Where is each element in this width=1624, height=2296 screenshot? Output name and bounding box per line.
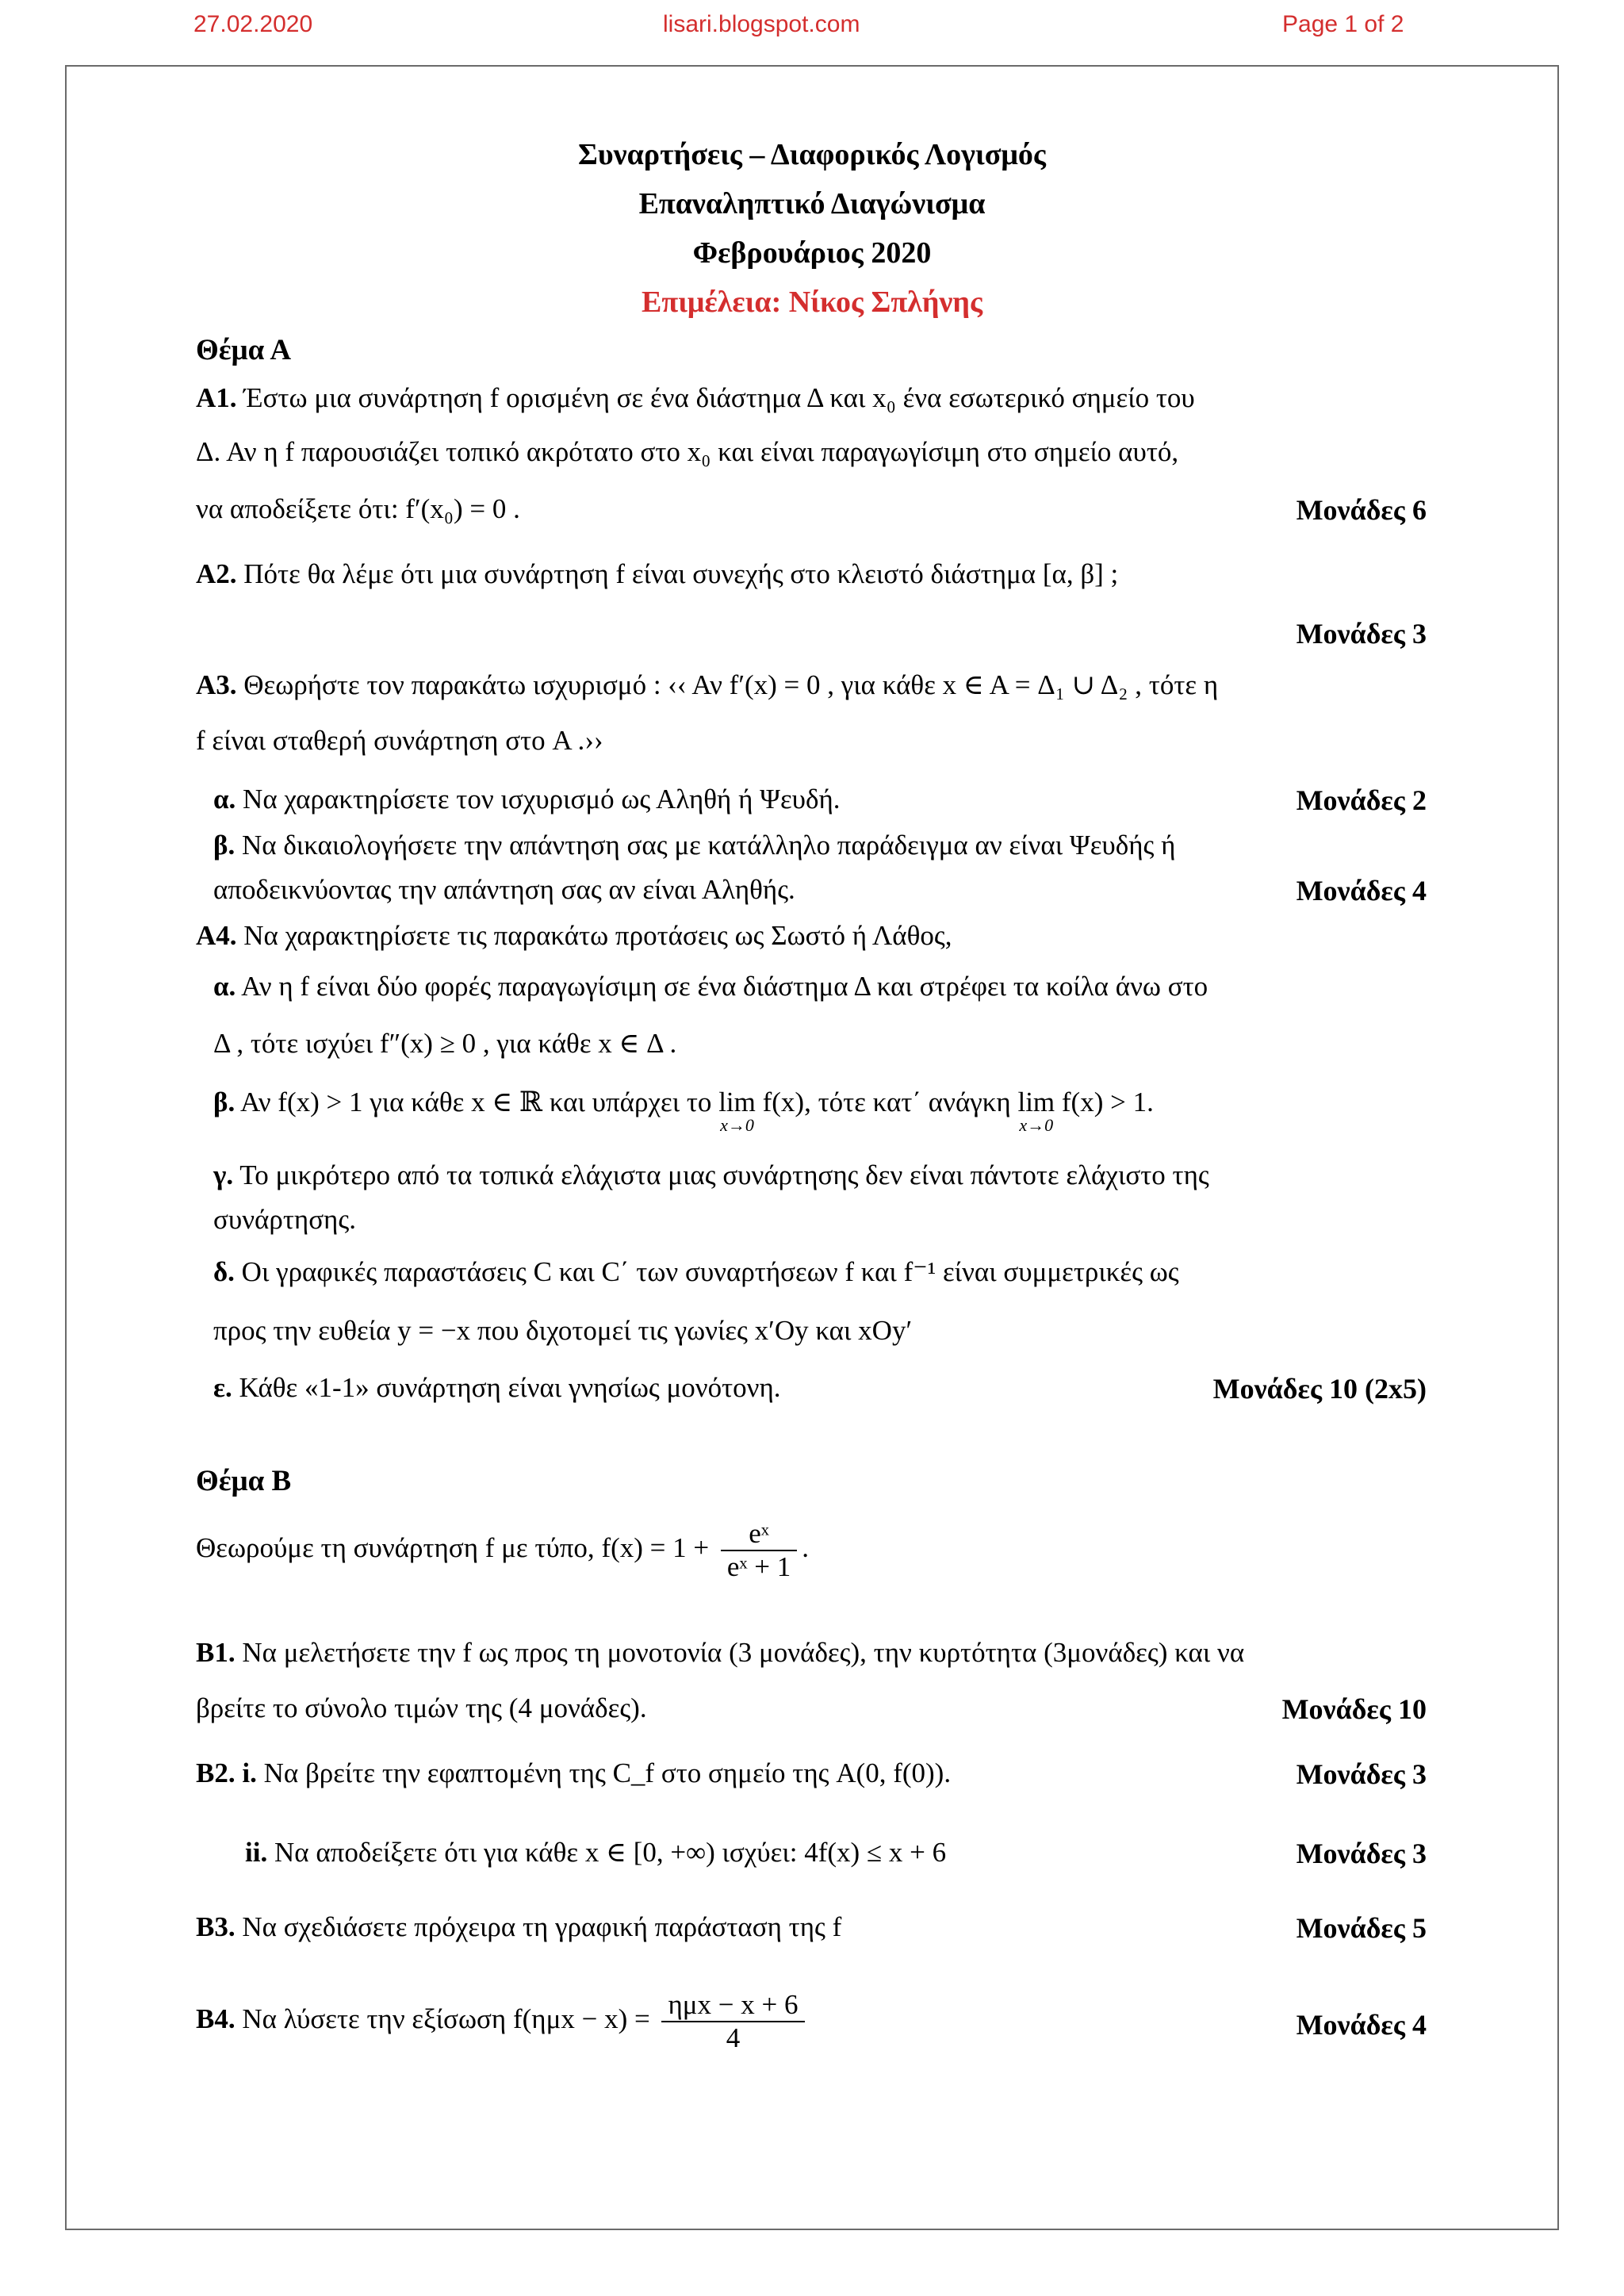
header-date: 27.02.2020	[193, 11, 313, 37]
a4-delta-line2: προς την ευθεία y = −x που διχοτομεί τις γωνίες x′Oy και xOy′	[213, 1315, 913, 1346]
a4-alpha-label: α.	[213, 971, 236, 1002]
b1-label: Β1.	[196, 1637, 236, 1668]
b2-i-points: Μονάδες 3	[1296, 1758, 1427, 1790]
a3-alpha	[213, 784, 1427, 815]
a4-beta-lim2-word: lim	[1017, 1087, 1055, 1117]
a1-line3	[196, 493, 1427, 525]
b-intro-text: Θεωρούμε τη συνάρτηση f με τύπο,	[196, 1532, 595, 1564]
a2-text: Πότε θα λέμε ότι μια συνάρτηση f είναι συνεχής στο κλειστό διάστημα [α, β] ;	[243, 558, 1119, 589]
a3-alpha-text: Να χαρακτηρίσετε τον ισχυρισμό ως Αληθή ή Ψευδή.	[243, 784, 841, 815]
b4-denominator: 4	[726, 2022, 741, 2053]
a3-label: Α3.	[196, 669, 237, 700]
a4-alpha-line2: Δ , τότε ισχύει f″(x) ≥ 0 , για κάθε x ∈ Δ .	[213, 1028, 677, 1059]
a4-gamma-line1	[213, 1159, 1427, 1191]
b1-text-line1: Να μελετήσετε την f ως προς τη μονοτονία (3 μονάδες), την κυρτότητα (3μονάδες) και να	[242, 1637, 1245, 1668]
a4-delta-text-line1: Οι γραφικές παραστάσεις C και C΄ των συναρτήσεων f και f⁻¹ είναι συμμετρικές ως	[241, 1256, 1179, 1287]
header-site-link[interactable]: lisari.blogspot.com	[663, 11, 860, 37]
header-page-number: Page 1 of 2	[1282, 11, 1404, 37]
b3-points: Μονάδες 5	[1296, 1912, 1427, 1944]
a4-epsilon-text: Κάθε «1-1» συνάρτηση είναι γνησίως μονότονη.	[239, 1372, 781, 1403]
b3-label: Β3.	[196, 1911, 236, 1942]
title-exam-type: Επαναληπτικό Διαγώνισμα	[638, 187, 986, 220]
a4-alpha-text-line1: Αν η f είναι δύο φορές παραγωγίσιμη σε ένα διάστημα Δ και στρέφει τα κοίλα άνω στο	[241, 971, 1208, 1002]
b1-line1	[196, 1637, 1427, 1669]
a4-epsilon	[213, 1372, 1427, 1404]
a4-alpha-line1	[213, 971, 1427, 1002]
a4-beta-lim1-under: x→0	[720, 1115, 754, 1135]
b-intro-numerator: eˣ	[721, 1518, 797, 1551]
a1-line1	[196, 382, 1427, 414]
b2-i	[196, 1757, 1427, 1789]
document-frame	[65, 65, 1559, 2230]
a4-beta-limit-2	[1017, 1087, 1055, 1135]
b-intro-denominator: eˣ + 1	[726, 1551, 791, 1582]
a4-epsilon-label: ε.	[213, 1372, 232, 1403]
a3-text-line1: Θεωρήστε τον παρακάτω ισχυρισμό : ‹‹ Αν f′(x) = 0 , για κάθε x ∈ A = Δ₁ ∪ Δ₂ , τότε η	[243, 669, 1219, 700]
b2-ii-text: Να αποδείξετε ότι για κάθε x ∈ [0, +∞) ισχύει: 4f(x) ≤ x + 6	[274, 1837, 947, 1868]
a3-alpha-points: Μονάδες 2	[1296, 784, 1427, 816]
a4-beta-lim1-word: lim	[718, 1087, 756, 1117]
b4-text: Να λύσετε την εξίσωση f(ημx − x) =	[242, 2003, 650, 2035]
title-author: Επιμέλεια: Νίκος Σπλήνης	[641, 286, 983, 319]
b2-label: Β2. i.	[196, 1757, 257, 1788]
a4-delta-label: δ.	[213, 1256, 235, 1287]
theme-b-heading: Θέμα Β	[196, 1465, 292, 1497]
b-intro: Θεωρούμε τη συνάρτηση f με τύπο, f(x) = 1 + $\frac{\text{eˣ}}{\text{eˣ + 1}}$ .	[196, 1518, 810, 1582]
a1-text-line3: να αποδείξετε ότι: f′(x₀) = 0 .	[196, 493, 520, 524]
title-subject: Συναρτήσεις – Διαφορικός Λογισμός	[578, 138, 1046, 171]
a4-beta-text-c: f(x) > 1.	[1061, 1087, 1154, 1117]
b1-text-line2: βρείτε το σύνολο τιμών της (4 μονάδες).	[196, 1692, 647, 1723]
a1-points: Μονάδες 6	[1296, 494, 1427, 526]
a3-line1	[196, 669, 1427, 701]
a4-label: Α4.	[196, 920, 237, 951]
b3-text: Να σχεδιάσετε πρόχειρα τη γραφική παράσταση της f	[242, 1911, 842, 1942]
theme-a-heading: Θέμα Α	[196, 334, 292, 366]
a3-beta-line1	[213, 830, 1427, 861]
a4-gamma-line2: συνάρτησης.	[213, 1204, 356, 1235]
a4-beta-text-a: Αν f(x) > 1 για κάθε x ∈ ℝ και υπάρχει το	[240, 1087, 712, 1117]
b1-points: Μονάδες 10	[1281, 1693, 1427, 1725]
b4-line	[196, 1989, 1427, 2054]
document-title-block	[67, 130, 1557, 327]
b2-i-text: Να βρείτε την εφαπτομένη της C_f στο σημείο της A(0, f(0)).	[263, 1757, 952, 1788]
b4-numerator: ημx − x + 6	[661, 1989, 804, 2022]
title-date: Φεβρουάριος 2020	[692, 236, 932, 270]
a4-intro	[196, 920, 1427, 952]
a2-points: Μονάδες 3	[1296, 618, 1427, 650]
a1-text-line1: Έστω μια συνάρτηση f ορισμένη σε ένα διάστημα Δ και x₀ ένα εσωτερικό σημείο του	[243, 382, 1195, 413]
b1-line2	[196, 1692, 1427, 1724]
a1-line2: Δ. Αν η f παρουσιάζει τοπικό ακρότατο στο x₀ και είναι παραγωγίσιμη στο σημείο αυτό,	[196, 436, 1179, 467]
a4-beta-limit-1	[718, 1087, 756, 1135]
a1-label: Α1.	[196, 382, 237, 413]
a2-line	[196, 558, 1427, 590]
b3-line	[196, 1911, 1427, 1943]
a4-gamma-label: γ.	[213, 1159, 234, 1190]
b-intro-formula-lhs: f(x) = 1 +	[601, 1532, 710, 1564]
a3-alpha-label: α.	[213, 784, 236, 815]
a4-beta	[213, 1087, 1427, 1135]
a4-beta-label: β.	[213, 1087, 236, 1117]
b4-label: Β4.	[196, 2003, 236, 2035]
a3-line2: f είναι σταθερή συνάρτηση στο A .››	[196, 725, 603, 756]
b2-ii-points: Μονάδες 3	[1296, 1838, 1427, 1869]
b-intro-fraction	[721, 1518, 797, 1583]
a3-beta-label: β.	[213, 830, 236, 861]
a4-intro-text: Να χαρακτηρίσετε τις παρακάτω προτάσεις ως Σωστό ή Λάθος,	[243, 920, 952, 951]
a3-beta-text-line1: Να δικαιολογήσετε την απάντηση σας με κατάλληλο παράδειγμα αν είναι Ψευδής ή	[241, 830, 1176, 861]
a4-delta-line1	[213, 1256, 1427, 1288]
a2-label: Α2.	[196, 558, 237, 589]
b4-points: Μονάδες 4	[1296, 2009, 1427, 2041]
a4-beta-text-b: f(x), τότε κατ΄ ανάγκη	[762, 1087, 1011, 1117]
page-header	[0, 11, 1624, 43]
a4-beta-lim2-under: x→0	[1019, 1115, 1054, 1135]
a4-points: Μονάδες 10 (2x5)	[1212, 1373, 1427, 1405]
b2-ii	[245, 1837, 1427, 1869]
a3-beta-text-line2: αποδεικνύοντας την απάντηση σας αν είναι Αληθής.	[213, 874, 795, 905]
b4-fraction	[661, 1989, 804, 2054]
a3-beta-line2	[213, 874, 1427, 906]
b2-ii-label: ii.	[245, 1837, 268, 1868]
a3-beta-points: Μονάδες 4	[1296, 875, 1427, 907]
a4-gamma-text-line1: Το μικρότερο από τα τοπικά ελάχιστα μιας συνάρτησης δεν είναι πάντοτε ελάχιστο της	[239, 1159, 1209, 1190]
document-content	[67, 67, 1557, 2229]
